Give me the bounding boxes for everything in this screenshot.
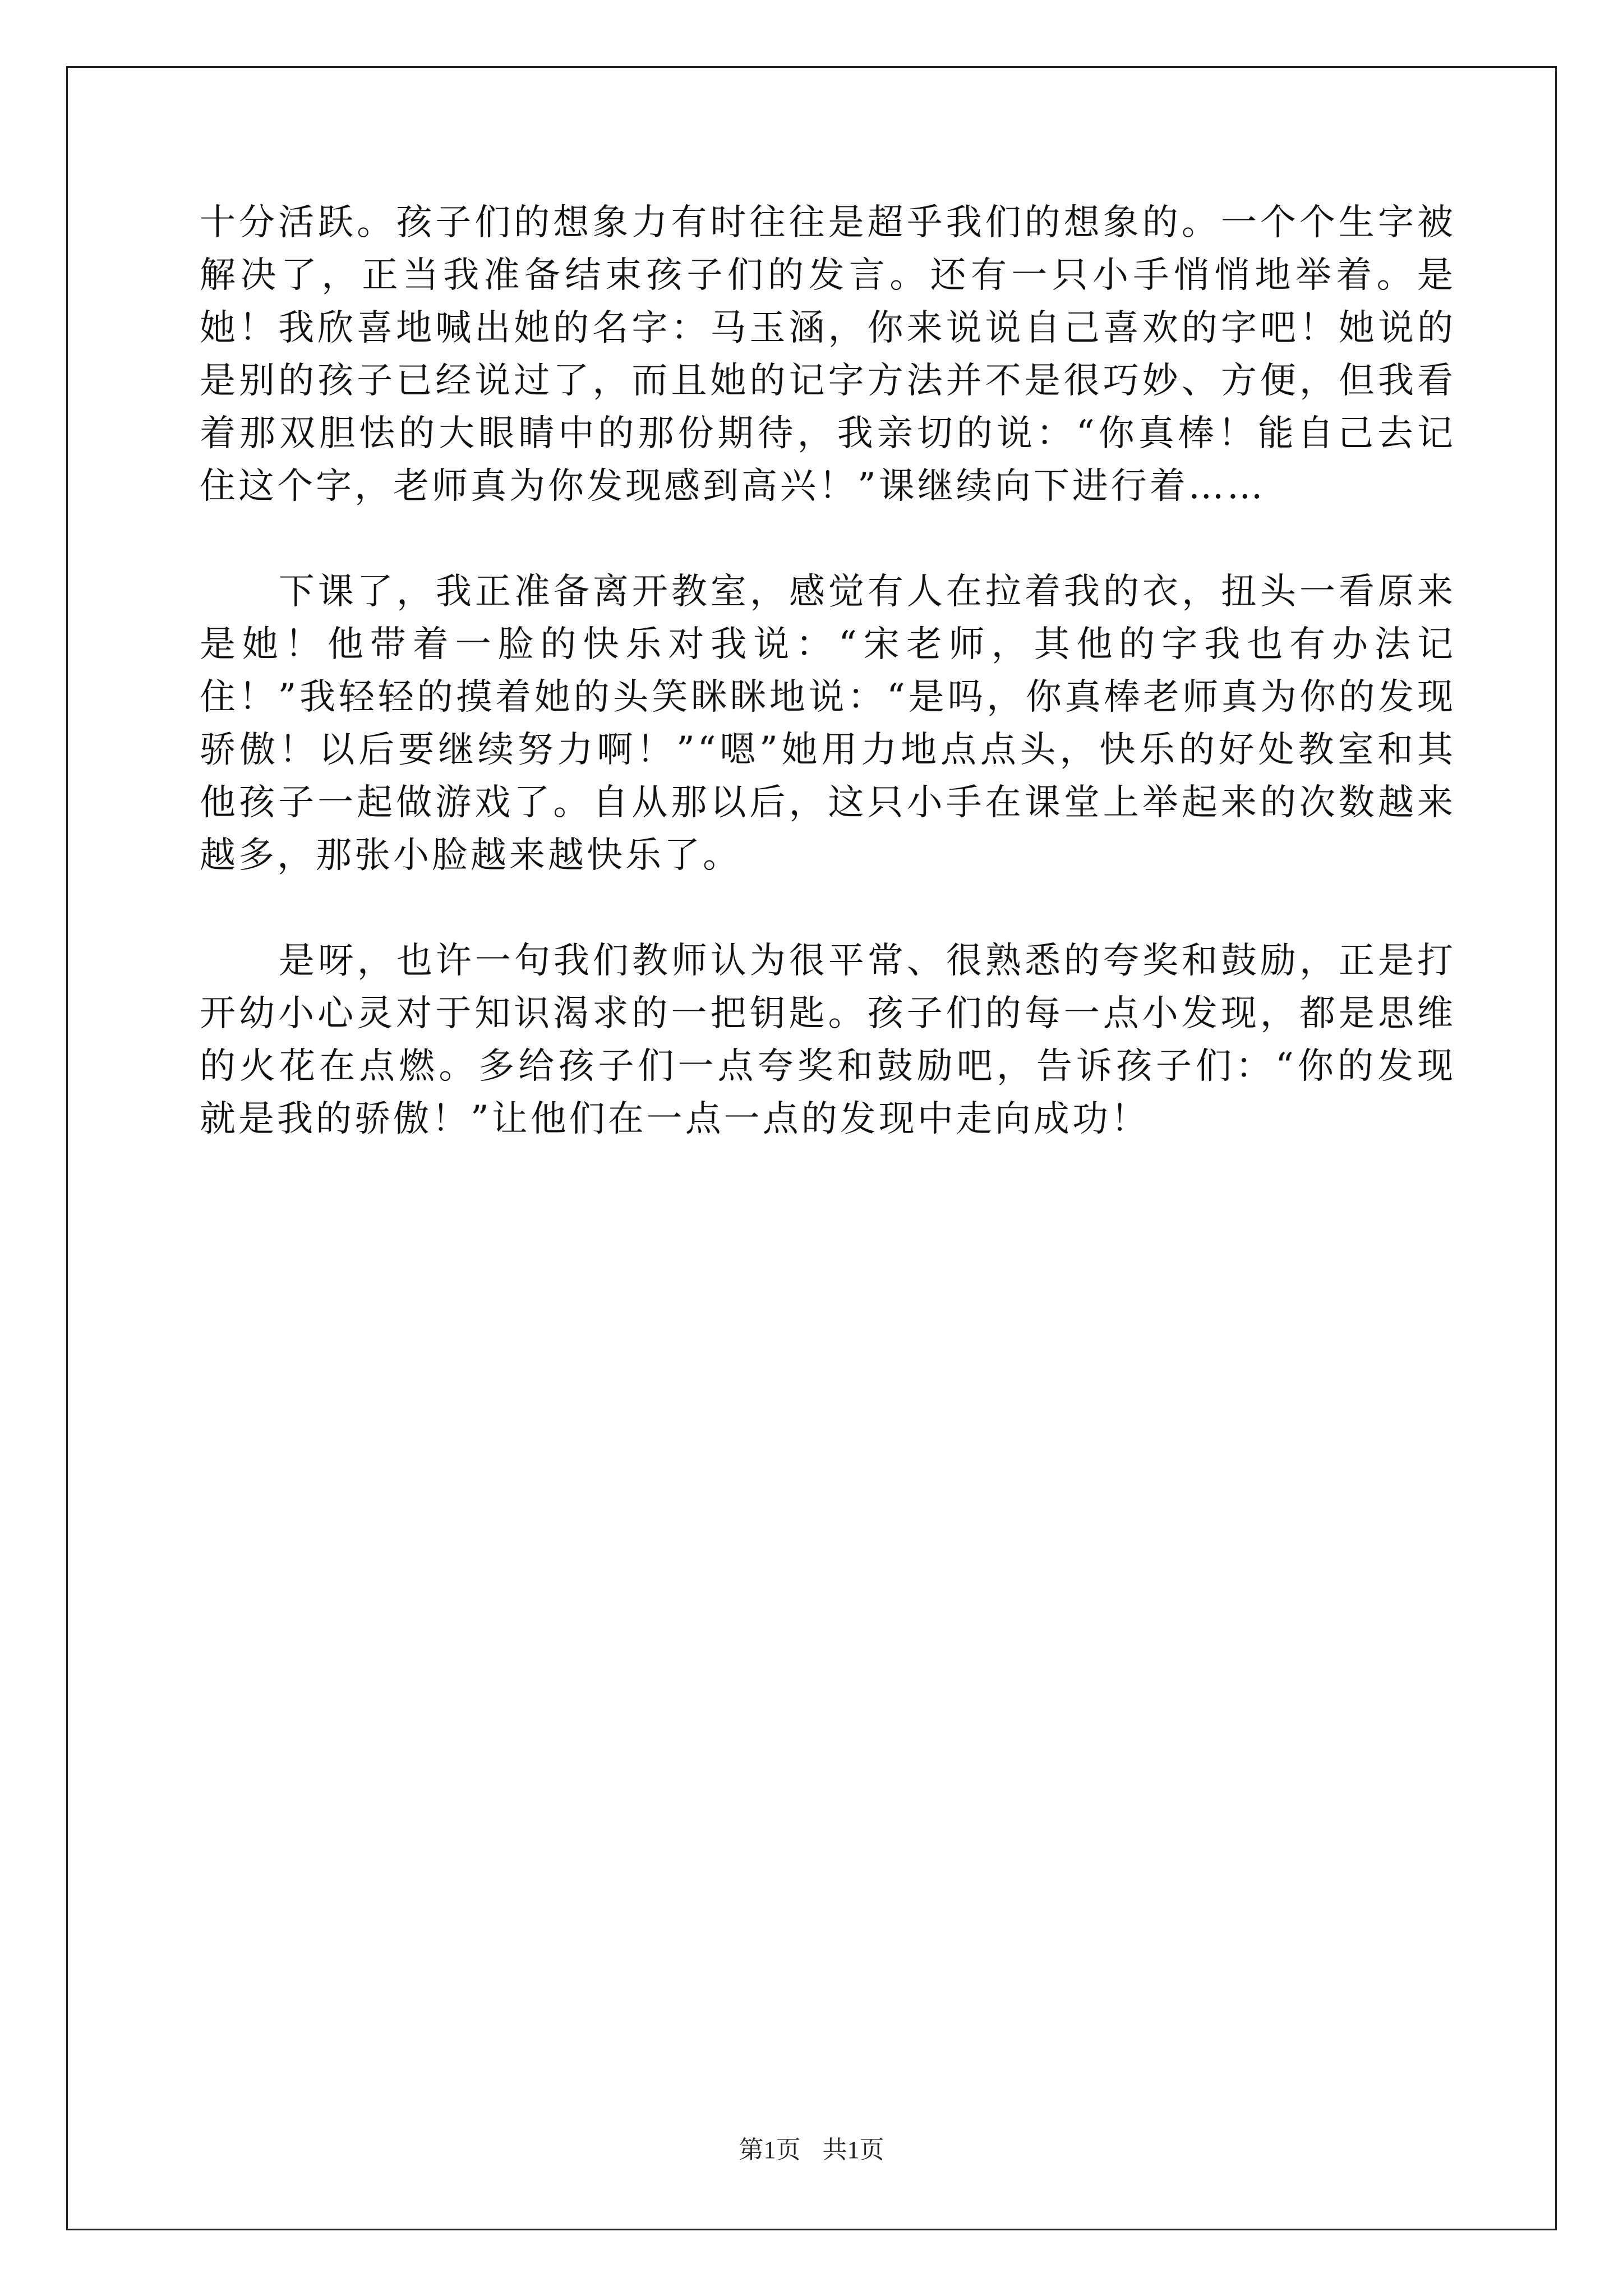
- paragraph-3: 是呀，也许一句我们教师认为很平常、很熟悉的夸奖和鼓励，正是打开幼小心灵对于知识渴求的一把钥匙。孩子们的每一点小发现，都是思维的火花在点燃。多给孩子们一点夸奖和鼓励吧，告诉孩子们：“你的发现就是我的骄傲！”让他们在一点一点的发现中走向成功！: [200, 940, 1456, 1140]
- page-footer: [0, 2129, 1623, 2165]
- document-body: [200, 196, 1456, 1145]
- paragraph-1: 十分活跃。孩子们的想象力有时往往是超乎我们的想象的。一个个生字被解决了，正当我准备结束孩子们的发言。还有一只小手悄悄地举着。是她！我欣喜地喊出她的名字：马玉涵，你来说说自己喜欢的字吧！她说的是别的孩子已经说过了，而且她的记字方法并不是很巧妙、方便，但我看着那双胆怯的大眼睛中的那份期待，我亲切的说：“你真棒！能自己去记住这个字，老师真为你发现感到高兴！”课继续向下进行着……: [200, 202, 1456, 507]
- current-page-label: 第1页: [739, 2136, 801, 2164]
- total-pages-label: 共1页: [822, 2136, 884, 2164]
- paragraph-2: 下课了，我正准备离开教室，感觉有人在拉着我的衣，扭头一看原来是她！他带着一脸的快乐对我说：“宋老师，其他的字我也有办法记住！”我轻轻的摸着她的头笑眯眯地说：“是吗，你真棒老师真为你的发现骄傲！以后要继续努力啊！”“嗯”她用力地点点头，快乐的好处教室和其他孩子一起做游戏了。自从那以后，这只小手在课堂上举起来的次数越来越多，那张小脸越来越快乐了。: [200, 571, 1456, 876]
